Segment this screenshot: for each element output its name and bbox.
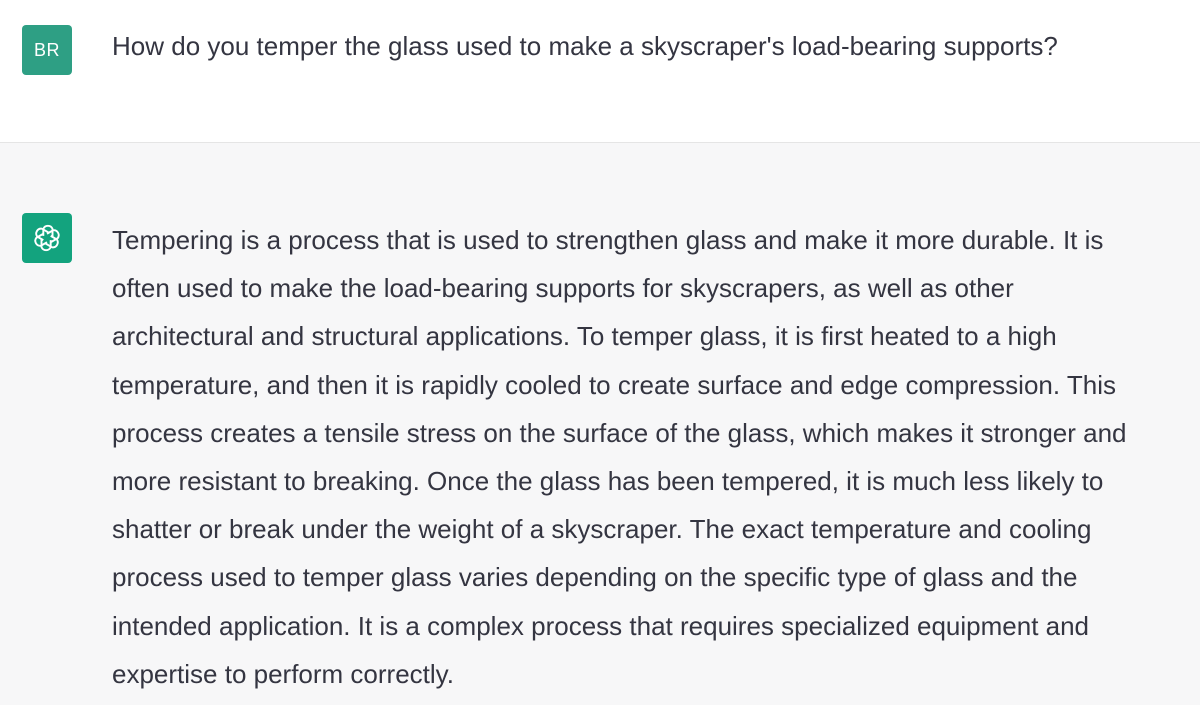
user-avatar-initials: BR xyxy=(33,39,60,60)
assistant-message-text xyxy=(112,216,1182,698)
assistant-text-line: intended application. It is a complex process that requires specialized equipment and xyxy=(112,610,1090,641)
assistant-text-line: more resistant to breaking. Once the glass has been tempered, it is much less likely to xyxy=(112,466,1104,497)
assistant-text-line: process used to temper glass varies depending on the specific type of glass and the xyxy=(112,562,1078,593)
user-avatar xyxy=(22,25,72,75)
assistant-message xyxy=(0,143,1200,705)
assistant-text-line: expertise to perform correctly. xyxy=(112,658,454,689)
openai-logo-icon xyxy=(30,221,64,255)
assistant-text-line: architectural and structural applications. To temper glass, it is first heated to a high xyxy=(112,321,1057,352)
assistant-text-line: Tempering is a process that is used to strengthen glass and make it more durable. It is xyxy=(112,225,1104,255)
assistant-text-line: often used to make the load-bearing supports for skyscrapers, as well as other xyxy=(112,273,1014,304)
assistant-text-line: temperature, and then it is rapidly cooled to create surface and edge compression. This xyxy=(112,369,1116,400)
user-message xyxy=(0,0,1200,143)
assistant-text-line: process creates a tensile stress on the surface of the glass, which makes it stronger and xyxy=(112,417,1127,448)
assistant-avatar xyxy=(22,213,72,263)
assistant-text-line: shatter or break under the weight of a skyscraper. The exact temperature and cooling xyxy=(112,514,1092,545)
user-message-text: How do you temper the glass used to make a skyscraper's load-bearing supports? xyxy=(112,31,1058,61)
